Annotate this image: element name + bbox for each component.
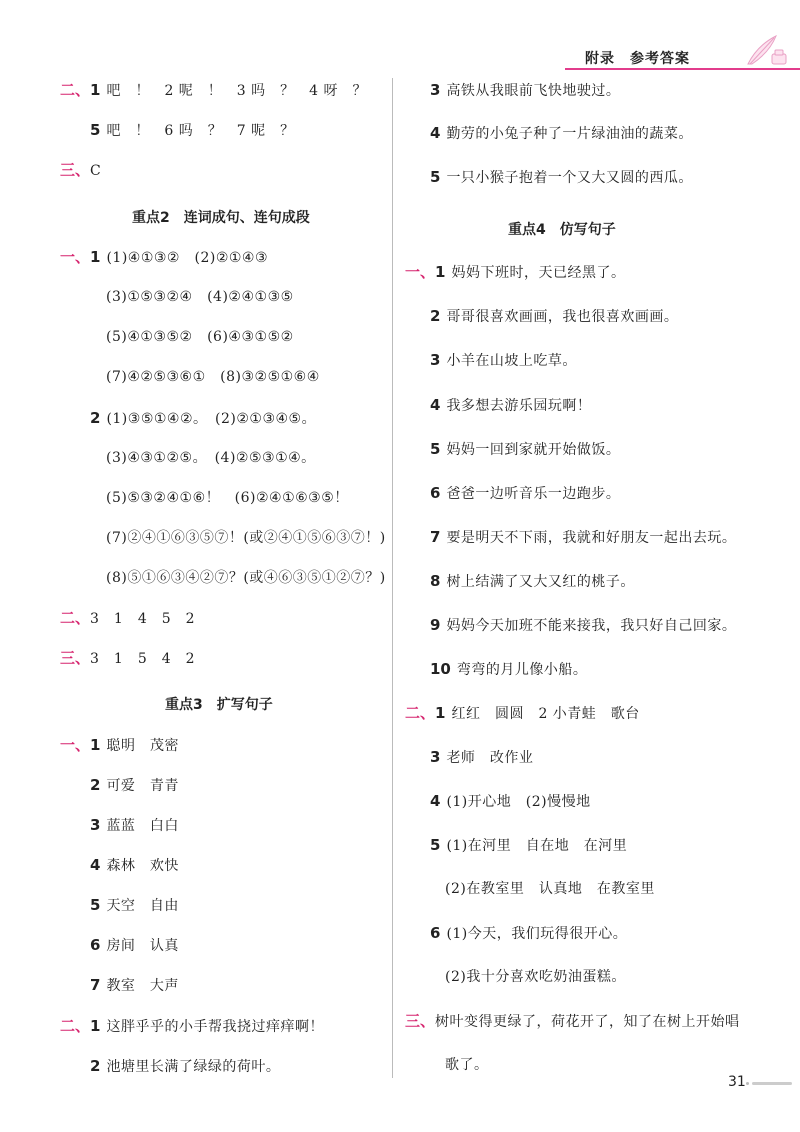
question-number: 7 xyxy=(90,976,101,994)
answer-text: 歌了。 xyxy=(445,1057,489,1073)
answer-text: (1)④①③② (2)②①④③ xyxy=(106,250,269,266)
answer-text: 哥哥很喜欢画画，我也很喜欢画画。 xyxy=(446,309,679,325)
question-number: 1 xyxy=(90,248,101,266)
answer-line xyxy=(60,80,367,101)
answer-line xyxy=(430,483,620,504)
answer-text: 红红 圆圆 2 小青蛙 歌台 xyxy=(451,706,640,722)
heading-key-point-2: 重点2 连词成句、连句成段 xyxy=(132,210,310,226)
answer-text: 树叶变得更绿了，荷花开了，知了在树上开始唱 xyxy=(435,1014,740,1030)
answer-line xyxy=(430,747,533,768)
page-header xyxy=(565,44,800,74)
answer-line xyxy=(445,879,655,899)
answer-text: (7)②④①⑥③⑤⑦！(或②④①⑤⑥③⑦！) xyxy=(106,530,386,546)
answer-line xyxy=(90,1056,280,1077)
answer-line xyxy=(90,935,179,956)
answer-line xyxy=(60,608,195,629)
answer-text: 老师 改作业 xyxy=(446,750,534,766)
answer-line xyxy=(430,791,591,812)
section-marker: 一、 xyxy=(60,248,91,266)
answer-text: 天空 自由 xyxy=(106,898,179,914)
question-number: 2 xyxy=(90,409,101,427)
answer-line xyxy=(90,895,179,916)
answer-text: 弯弯的月儿像小船。 xyxy=(456,662,588,678)
question-number: 3 xyxy=(430,351,441,369)
answer-line xyxy=(106,367,320,387)
question-number: 4 xyxy=(430,792,441,810)
section-marker: 一、 xyxy=(405,263,436,281)
answer-text: 房间 认真 xyxy=(106,938,179,954)
answer-line xyxy=(90,775,179,796)
answer-line xyxy=(106,568,386,588)
answer-text: 小羊在山坡上吃草。 xyxy=(446,353,577,369)
answer-text: 3 1 5 4 2 xyxy=(90,651,196,667)
answer-line xyxy=(430,615,736,636)
answer-line xyxy=(430,659,587,680)
question-number: 6 xyxy=(430,484,441,502)
answer-line xyxy=(60,648,195,669)
section-marker: 三、 xyxy=(60,649,91,667)
question-number: 1 xyxy=(90,736,101,754)
header-rule xyxy=(565,68,800,70)
answer-text: 可爱 青青 xyxy=(106,778,179,794)
question-number: 1 xyxy=(90,1017,101,1035)
question-number: 6 xyxy=(90,936,101,954)
answer-line xyxy=(405,1011,740,1032)
question-number: 1 xyxy=(435,263,446,281)
question-number: 1 xyxy=(90,81,101,99)
answer-line xyxy=(90,855,179,876)
answer-line xyxy=(106,448,316,468)
answer-text: 要是明天不下雨，我就和好朋友一起出去玩。 xyxy=(446,530,737,546)
answer-text: (1)开心地 (2)慢慢地 xyxy=(446,794,591,810)
question-number: 3 xyxy=(430,81,441,99)
heading-key-point-4: 重点4 仿写句子 xyxy=(508,222,616,238)
answer-line xyxy=(430,527,736,548)
answer-line xyxy=(430,395,591,416)
section-marker: 一、 xyxy=(60,736,91,754)
answer-line xyxy=(106,327,294,347)
answer-text: 聪明 茂密 xyxy=(106,738,179,754)
answer-text: (1)③⑤①④②。 (2)②①③④⑤。 xyxy=(106,411,317,427)
question-number: 2 xyxy=(430,307,441,325)
answer-line xyxy=(60,1016,324,1037)
answer-line xyxy=(90,815,179,836)
header-title: 附录 参考答案 xyxy=(585,51,690,67)
answer-text: C xyxy=(90,163,102,179)
answer-line xyxy=(405,703,640,724)
answer-text: (1)今天，我们玩得很开心。 xyxy=(446,926,628,942)
heading-key-point-3: 重点3 扩写句子 xyxy=(165,697,273,713)
question-number: 3 xyxy=(430,748,441,766)
question-number: 10 xyxy=(430,660,451,678)
answer-line xyxy=(445,967,626,987)
answer-line xyxy=(430,439,620,460)
question-number: 8 xyxy=(430,572,441,590)
answer-line xyxy=(430,923,627,944)
answer-text: (2)我十分喜欢吃奶油蛋糕。 xyxy=(445,969,626,985)
answer-line xyxy=(60,735,179,756)
answer-text: 教室 大声 xyxy=(106,978,179,994)
answer-line xyxy=(445,1055,489,1075)
column-divider xyxy=(392,78,393,1078)
feather-pen-icon xyxy=(730,34,790,68)
answer-text: (5)④①③⑤② (6)④③①⑤② xyxy=(106,329,294,345)
answer-line xyxy=(430,80,620,101)
answer-text: 我多想去游乐园玩啊！ xyxy=(446,398,592,414)
question-number: 6 xyxy=(430,924,441,942)
question-number: 9 xyxy=(430,616,441,634)
answer-line xyxy=(90,975,179,996)
answer-line xyxy=(106,488,349,508)
answer-text: (7)④②⑤③⑥① (8)③②⑤①⑥④ xyxy=(106,369,320,385)
answer-text: 勤劳的小兔子种了一片绿油油的蔬菜。 xyxy=(446,126,693,142)
answer-line xyxy=(90,120,295,141)
answer-text: (5)⑤③②④①⑥！ (6)②④①⑥③⑤！ xyxy=(106,490,349,506)
page-dot xyxy=(746,1082,749,1085)
answer-line xyxy=(405,262,625,283)
answer-line xyxy=(90,408,316,429)
answer-text: (1)在河里 自在地 在河里 xyxy=(446,838,628,854)
answer-line xyxy=(430,123,693,144)
section-marker: 三、 xyxy=(405,1012,436,1030)
answer-line xyxy=(430,167,693,188)
answer-line xyxy=(60,247,268,268)
question-number: 5 xyxy=(430,836,441,854)
answer-line xyxy=(430,835,627,856)
question-number: 4 xyxy=(430,124,441,142)
answer-line xyxy=(430,306,678,327)
answer-text: 这胖乎乎的小手帮我挠过痒痒啊！ xyxy=(106,1019,324,1035)
answer-text: 3 1 4 5 2 xyxy=(90,611,196,627)
question-number: 2 xyxy=(90,1057,101,1075)
answer-text: 妈妈今天加班不能来接我，我只好自己回家。 xyxy=(446,618,737,634)
answer-text: (2)在教室里 认真地 在教室里 xyxy=(445,881,655,897)
question-number: 5 xyxy=(90,896,101,914)
question-number: 5 xyxy=(430,440,441,458)
answer-text: 吧 ！ 6 吗 ？ 7 呢 ？ xyxy=(106,123,295,139)
section-marker: 二、 xyxy=(60,1017,91,1035)
question-number: 3 xyxy=(90,816,101,834)
question-number: 1 xyxy=(435,704,446,722)
answer-text: 高铁从我眼前飞快地驶过。 xyxy=(446,83,621,99)
answer-text: 吧 ！ 2 呢 ！ 3 吗 ？ 4 呀 ？ xyxy=(106,83,368,99)
answer-line xyxy=(106,528,386,548)
page-bar xyxy=(752,1082,792,1085)
answer-text: 一只小猴子抱着一个又大又圆的西瓜。 xyxy=(446,170,693,186)
question-number: 4 xyxy=(90,856,101,874)
answer-line xyxy=(430,350,577,371)
question-number: 2 xyxy=(90,776,101,794)
question-number: 7 xyxy=(430,528,441,546)
answer-text: 森林 欢快 xyxy=(106,858,179,874)
answer-text: (8)⑤①⑥③④②⑦？(或④⑥③⑤①②⑦？) xyxy=(106,570,386,586)
answer-line xyxy=(430,571,635,592)
answer-text: (3)④③①②⑤。 (4)②⑤③①④。 xyxy=(106,450,316,466)
section-marker: 二、 xyxy=(405,704,436,722)
answer-line xyxy=(60,160,101,181)
answer-text: 妈妈下班时，天已经黑了。 xyxy=(451,265,626,281)
section-marker: 二、 xyxy=(60,609,91,627)
question-number: 5 xyxy=(430,168,441,186)
question-number: 5 xyxy=(90,121,101,139)
section-marker: 三、 xyxy=(60,161,91,179)
section-marker: 二、 xyxy=(60,81,91,99)
answer-text: 池塘里长满了绿绿的荷叶。 xyxy=(106,1059,281,1075)
question-number: 4 xyxy=(430,396,441,414)
answer-text: 爸爸一边听音乐一边跑步。 xyxy=(446,486,621,502)
page-number: 31 xyxy=(728,1074,746,1090)
answer-text: 蓝蓝 白白 xyxy=(106,818,179,834)
answer-line xyxy=(106,287,294,307)
answer-text: (3)①⑤③②④ (4)②④①③⑤ xyxy=(106,289,294,305)
answer-text: 妈妈一回到家就开始做饭。 xyxy=(446,442,621,458)
answer-text: 树上结满了又大又红的桃子。 xyxy=(446,574,635,590)
